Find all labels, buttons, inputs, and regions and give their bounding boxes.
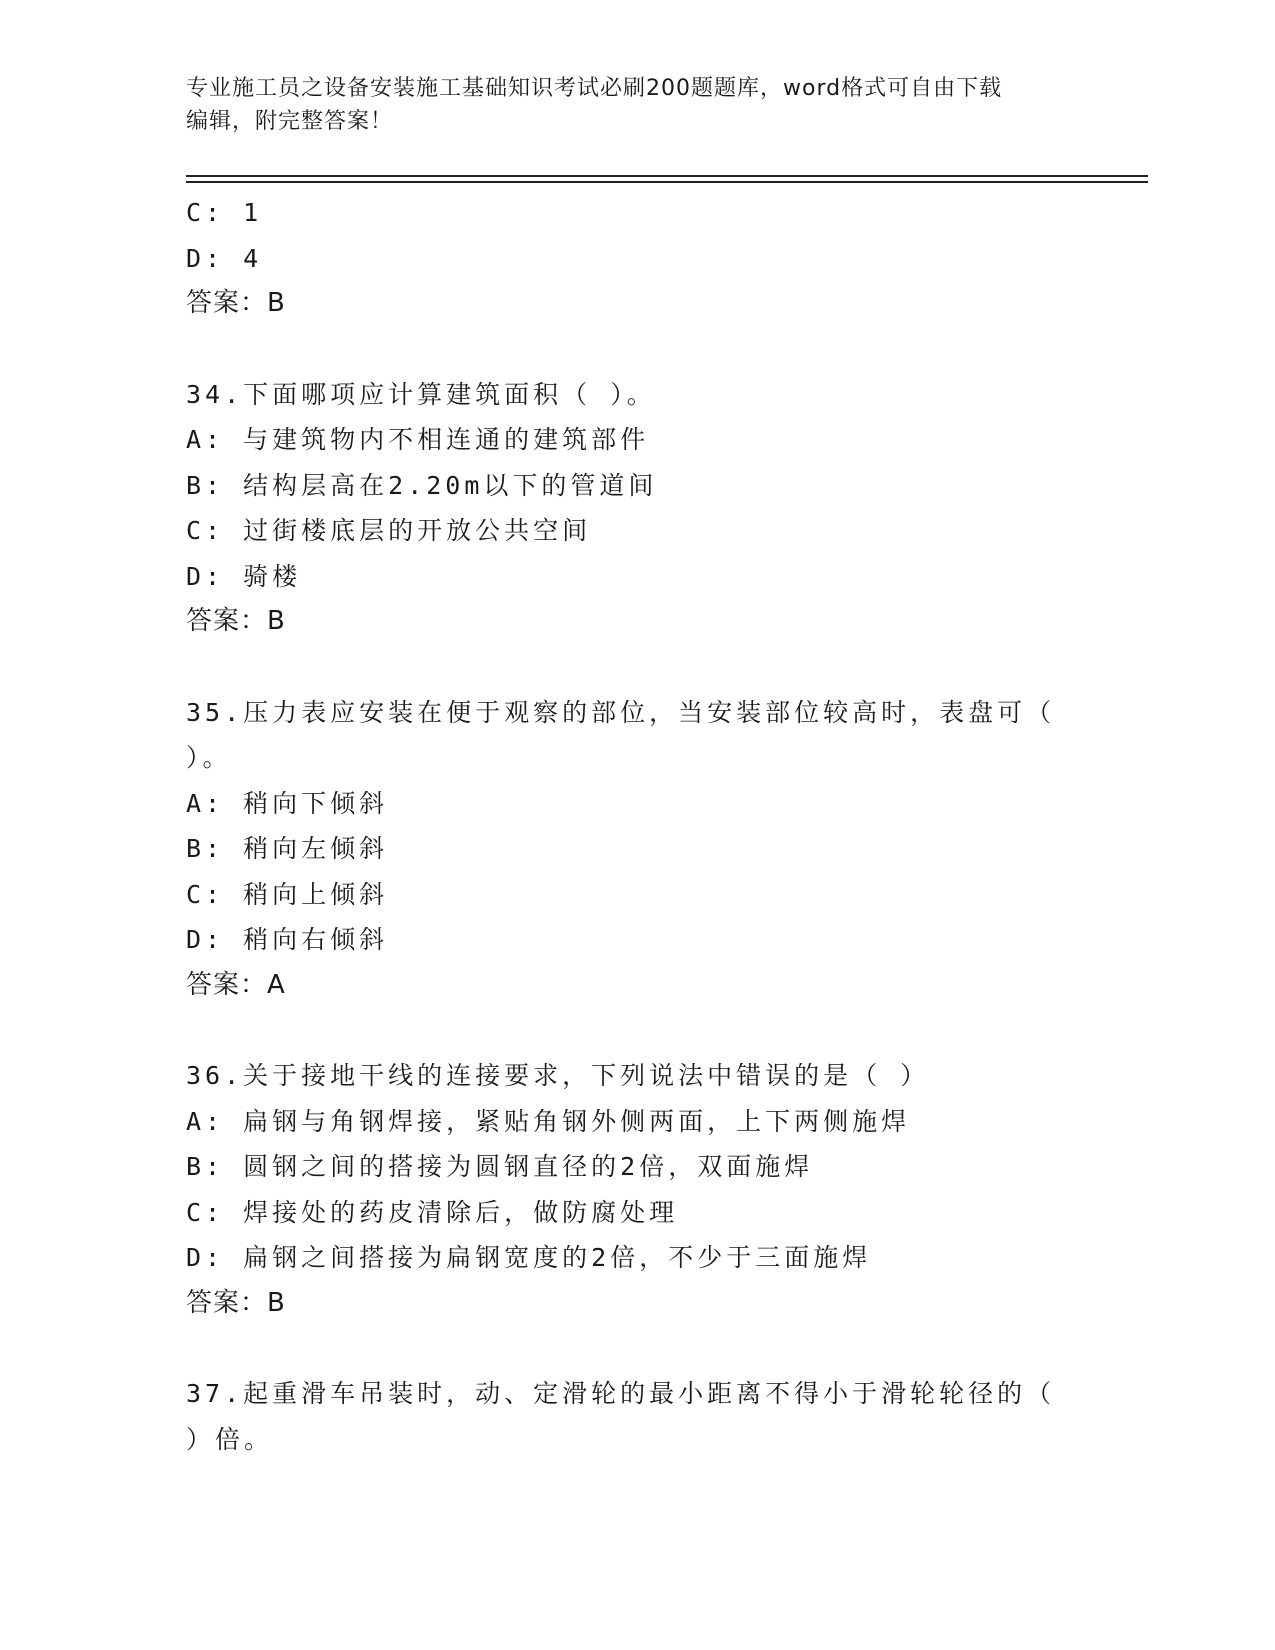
answer: 答案：B	[186, 1287, 286, 1318]
question-text: 34.下面哪项应计算建筑面积（ ）。	[186, 379, 656, 409]
question-block-36	[186, 1053, 1086, 1326]
option-b: B: 圆钢之间的搭接为圆钢直径的2倍，双面施焊	[186, 1152, 814, 1181]
option-c: C: 稍向上倾斜	[186, 879, 389, 909]
option-a: A: 稍向下倾斜	[186, 788, 389, 818]
header-line-2: 编辑，附完整答案！	[186, 109, 394, 134]
question-block-35	[186, 690, 1086, 1009]
answer: 答案：A	[186, 969, 286, 1000]
option-c: C: 焊接处的药皮清除后，做防腐处理	[186, 1197, 679, 1227]
option-a: A: 扁钢与角钢焊接，紧贴角钢外侧两面，上下两侧施焊	[186, 1106, 911, 1136]
answer: 答案：B	[186, 288, 286, 318]
question-block-prev	[186, 190, 1086, 327]
question-block-37	[186, 1371, 1086, 1462]
question-block-34	[186, 372, 1086, 645]
option-c: C: 1	[186, 198, 263, 227]
option-d: D: 稍向右倾斜	[186, 925, 389, 954]
question-text-continued: ）倍。	[186, 1424, 274, 1454]
question-text: 35.压力表应安装在便于观察的部位，当安装部位较高时，表盘可（	[186, 697, 1056, 727]
option-b: B: 稍向左倾斜	[186, 834, 389, 863]
document-body	[186, 190, 1086, 1462]
question-text: 36.关于接地干线的连接要求，下列说法中错误的是（ ）	[186, 1061, 930, 1090]
header-divider-bottom	[186, 181, 1148, 183]
option-d: D: 骑楼	[186, 561, 302, 591]
header-line-1: 专业施工员之设备安装施工基础知识考试必刷200题题库，word格式可自由下载	[186, 76, 1003, 101]
question-text-continued: ）。	[186, 743, 232, 772]
header-divider-top	[186, 175, 1148, 177]
document-header	[186, 72, 1086, 138]
option-b: B: 结构层高在2.20m以下的管道间	[186, 470, 658, 500]
answer: 答案：B	[186, 606, 286, 636]
option-d: D: 扁钢之间搭接为扁钢宽度的2倍，不少于三面施焊	[186, 1243, 872, 1272]
option-a: A: 与建筑物内不相连通的建筑部件	[186, 425, 650, 454]
option-c: C: 过街楼底层的开放公共空间	[186, 516, 592, 545]
question-text: 37.起重滑车吊装时，动、定滑轮的最小距离不得小于滑轮轮径的（	[186, 1379, 1056, 1408]
option-d: D: 4	[186, 243, 263, 273]
